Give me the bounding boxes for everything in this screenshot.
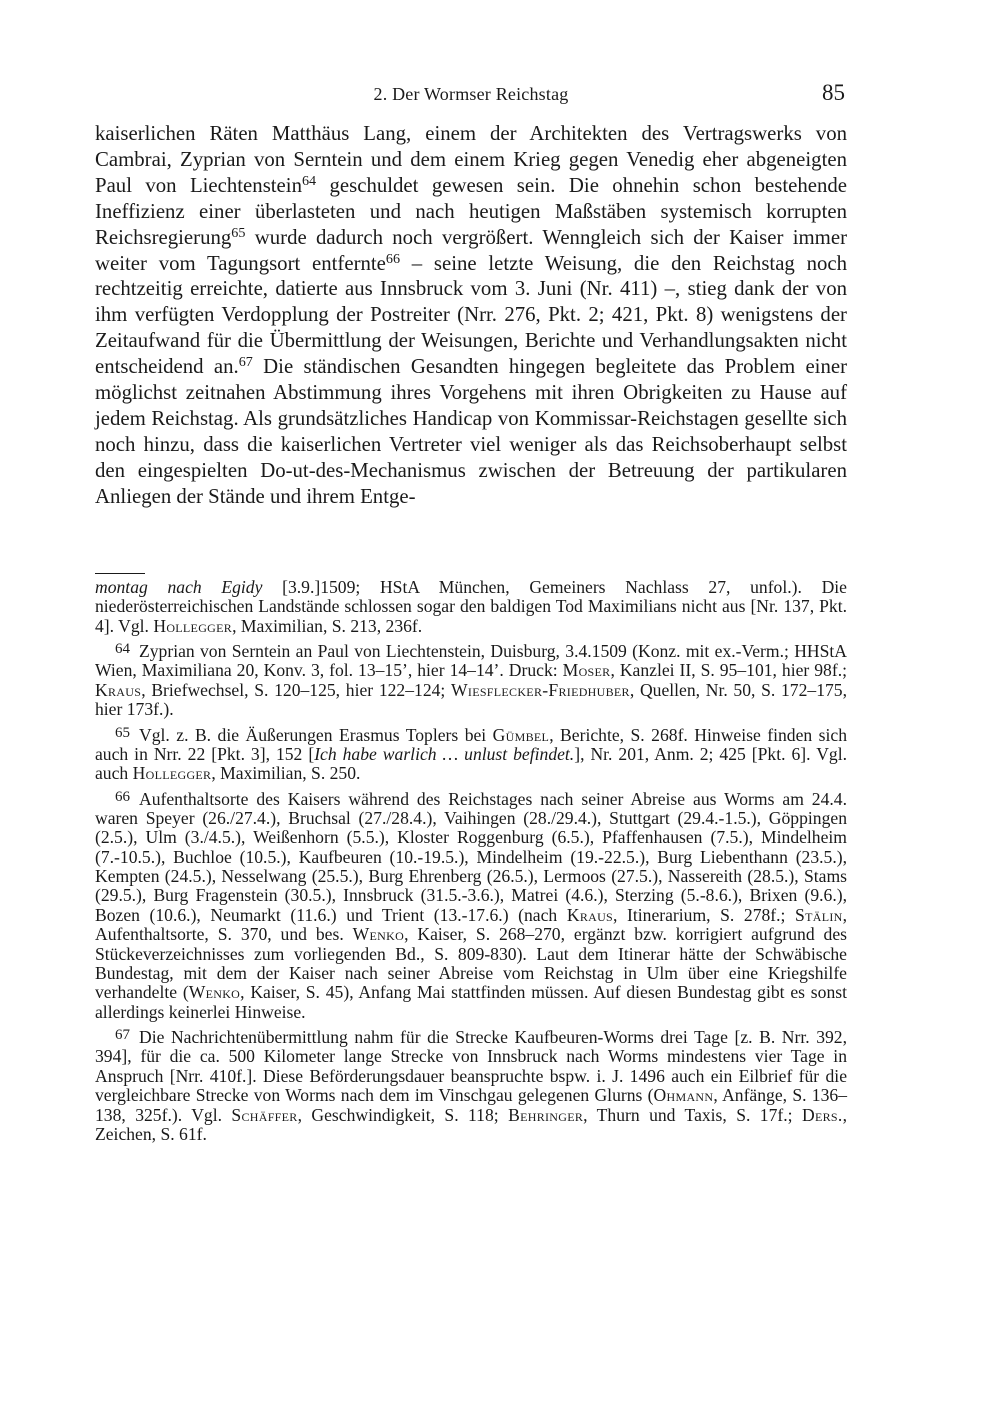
footnote-text: [3.9.]1509; HStA München, Gemeiners Nachlass 27, unfol.). Die niederösterreichischen Landstände schlossen sogar den baldigen Tod Maximilians nicht aus [Nr. 137, Pkt. 4]. Vgl. — [95, 577, 847, 636]
footnote-ref-64[interactable]: 64 — [301, 172, 317, 189]
body-text: kaiserlichen Räten Matthäus Lang, einem der Architekten des Vertragswerks von Cambrai, Zyprian von Serntein und dem einem Krieg gegen Venedig eher abgeneigten Paul von Liechtenstein — [95, 122, 847, 197]
footnote-text: , Maximilian, S. 213, 236f. — [232, 615, 423, 636]
footnote-67 — [95, 1026, 847, 1144]
footnote-text: , Aufenthaltsorte, S. 370, und bes. — [95, 904, 848, 945]
footnote-number: 64 — [115, 641, 130, 658]
author-name: Hollegger — [132, 763, 212, 784]
author-name: Wenko — [188, 982, 241, 1003]
footnote-64 — [95, 640, 847, 719]
author-name: Ohmann — [653, 1085, 714, 1106]
author-name: Wenko — [352, 924, 405, 945]
author-name: Gümbel — [492, 724, 550, 745]
author-name: Behringer — [508, 1104, 584, 1125]
footnote-number: 67 — [115, 1027, 130, 1044]
page-number: 85 — [822, 80, 845, 105]
footnote-text: , Kanzlei II, S. 95–101, hier 98f.; — [610, 660, 847, 681]
footnote-text: , Briefwechsel, S. 120–125, hier 122–124; — [141, 679, 451, 700]
footnote-text: Zyprian von Serntein an Paul von Liechtenstein, Duisburg, 3.4.1509 (Konz. mit ex.-Verm.; HHStA Wien, Maximiliana 20, Konv. 3, fol. 13–15’, hier 14–14’. Druck: — [95, 640, 847, 681]
footnote-text: Die Nachrichtenübermittlung nahm für die Strecke Kaufbeuren-Worms drei Tage [z. B. Nrr. 392, 394], für die ca. 500 Kilometer lange Strecke von Innsbruck nach Worms mindestens vier Tage in Anspruch [Nrr. 410f.]. Diese Beförderungsdauer beanspruchte bspw. i. J. 1496 auch ein Eilbrief für die vergleichbare Strecke von Worms nach dem im Vinschgau gelegenen Glurns ( — [95, 1026, 847, 1106]
footnote-divider — [95, 573, 145, 574]
footnote-66 — [95, 788, 847, 1023]
running-head — [95, 80, 847, 110]
author-name: Ders. — [801, 1104, 843, 1125]
footnotes — [95, 578, 847, 1148]
body-text: Die ständischen Gesandten hingegen begleitete das Problem einer möglichst zeitnahen Abstimmung ihres Vorgehens mit ihren Obrigkeiten zu Hause auf jedem Reichstag. Als grundsätzliches Handicap von Kommissar-Reichstagen gesellte sich noch hinzu, dass die kaiserlichen Vertreter viel weniger als das Reichsoberhaupt selbst den eingespielten Do-ut-des-Mechanismus zwischen der Betreuung der partikularen Anliegen der Stände und ihrem Entge- — [95, 355, 848, 508]
footnote-text: , Maximilian, S. 250. — [211, 763, 361, 784]
footnote-text: , Kaiser, S. 268–270, ergänzt bzw. korrigiert aufgrund des Stückeverzeichnisses zum vorliegenden Bd., S. 809-830). Laut dem Itinerar hätte der Schwäbische Bundestag, mit dem der Kaiser nach seiner Abreise vom Reichstag in Ulm über eine Kriegshilfe verhandelte ( — [95, 924, 847, 1003]
body-text: geschuldet gewesen sein. Die ohnehin schon bestehende Ineffizienz einer überlasteten und nach heutigen Maßstäben systemisch korrupten Reichsregierung — [95, 173, 847, 249]
footnote-text: Vgl. z. B. die Äußerungen Erasmus Toplers bei — [139, 724, 493, 745]
footnote-text: , Zeichen, S. 61f. — [95, 1104, 847, 1144]
footnote-text: , Itinerarium, S. 278f.; — [613, 904, 796, 925]
footnote-ref-67[interactable]: 67 — [238, 354, 253, 371]
footnote-text: , Berichte, S. 268f. Hinweise finden sich auch in Nrr. 22 [Pkt. 3], 152 [ — [95, 724, 847, 764]
author-name: Wiesflecker-Friedhuber — [451, 679, 630, 700]
footnote-text: ], Nr. 201, Anm. 2; 425 [Pkt. 6]. Vgl. auch — [95, 743, 847, 784]
footnote-ref-66[interactable]: 66 — [385, 250, 401, 267]
footnote-italic: Ich habe warlich … unlust befindet. — [314, 743, 575, 764]
footnote-italic: montag nach Egidy — [95, 577, 263, 597]
footnote-text: , Anfänge, S. 136–138, 325f.). Vgl. — [95, 1085, 847, 1125]
footnote-continuation — [95, 578, 847, 636]
footnote-ref-65[interactable]: 65 — [231, 224, 246, 241]
author-name: Stälin — [795, 904, 843, 925]
footnote-text: , Thurn und Taxis, S. 17f.; — [583, 1104, 802, 1125]
footnote-text: Aufenthaltsorte des Kaisers während des Reichstages nach seiner Abreise aus Worms am 24.4. waren Speyer (26./27.4.), Bruchsal (27./28.4.), Vaihingen (28./29.4.), Stuttgart (29.4.-1.5.), Göppingen (2.5.), Ulm (3./4.5.), Weißenhorn (5.5.), Kloster Roggenburg (6.5.), Pfaffenhausen (7.5.), Mindelheim (7.-10.5.), Buchloe (10.5.), Kaufbeuren (10.-19.5.), Mindelheim (19.-22.5.), Burg Liebenthann (23.5.), Kempten (24.5.), Nesselwang (25.5.), Burg Ehrenberg (26.5.), Lermoos (27.5.), Nassereith (28.5.), Stams (29.5.), Burg Fragenstein (30.5.), Innsbruck (31.5.-3.6.), Matrei (4.6.), Sterzing (5.-8.6.), Brixen (9.6.), Bozen (10.6.), Neumarkt (11.6.) und Trient (13.-17.6.) (nach — [95, 788, 847, 925]
body-text: – seine letzte Weisung, die den Reichstag noch rechtzeitig erreichte, datierte aus Innsbruck vom 3. Juni (Nr. 411) –, stieg dank der von ihm verfügten Verdopplung der Postreiter (Nrr. 276, Pkt. 2; 421, Pkt. 8) wenigstens der Zeitaufwand für die Übermittlung der Weisungen, Berichte und Verhandlungsakten nicht entscheidend an. — [95, 251, 847, 379]
author-name: Schäffer — [231, 1104, 298, 1125]
author-name: Moser — [562, 660, 611, 681]
footnote-65 — [95, 724, 847, 784]
body-text: wurde dadurch noch vergrößert. Wenngleich sich der Kaiser immer weiter vom Tagungsort entfernte — [95, 225, 847, 275]
footnote-number: 66 — [115, 788, 130, 805]
author-name: Kraus — [566, 904, 614, 925]
author-name: Hollegger — [153, 615, 233, 636]
footnote-text: , Geschwindigkeit, S. 118; — [297, 1104, 509, 1125]
footnote-number: 65 — [115, 724, 130, 741]
footnote-text: , Kaiser, S. 45), Anfang Mai stattfinden müssen. Auf diesen Bundestag gibt es sonst allerdings keinerlei Hinweise. — [95, 982, 847, 1022]
footnote-text: , Quellen, Nr. 50, S. 172–175, hier 173f.). — [95, 679, 847, 720]
running-title: 2. Der Wormser Reichstag — [373, 84, 569, 104]
body-paragraph — [95, 121, 847, 510]
author-name: Kraus — [95, 679, 142, 700]
